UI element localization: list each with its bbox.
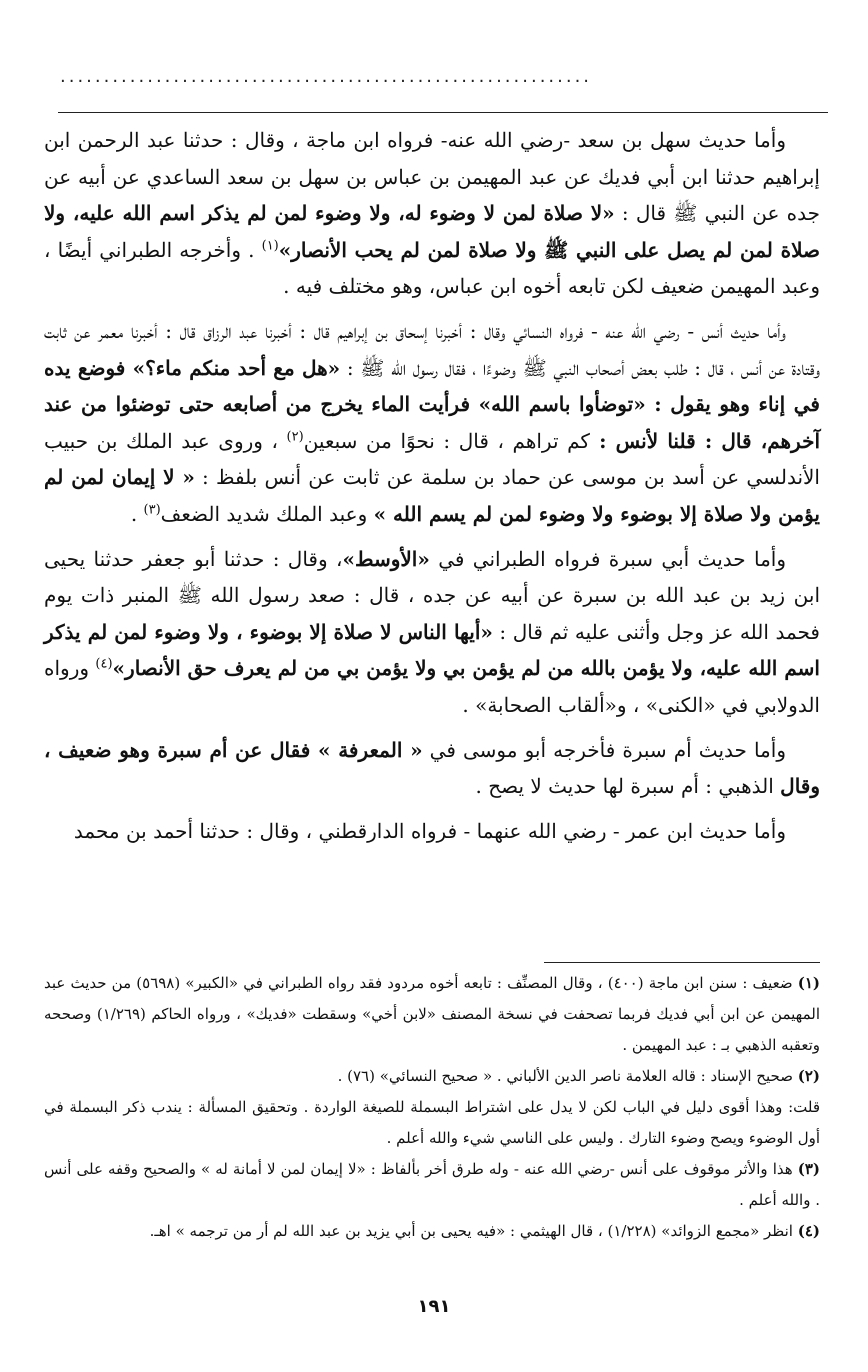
paragraph-ibn-umar: وأما حديث ابن عمر - رضي الله عنهما - فرواه الدارقطني ، وقال : حدثنا أحمد بن محمد bbox=[73, 818, 786, 843]
footnote-4: (٤) انظر «مجمع الزوائد» (١/٢٢٨) ، قال الهيثمي : «فيه يحيى بن أبي يزيد بن عبد الله لم أر من ترجمه » اهـ. bbox=[149, 1222, 820, 1240]
main-text bbox=[44, 122, 820, 857]
footnote-ref-4: (٤) bbox=[95, 656, 113, 672]
footnote-ref-3: (٣) bbox=[143, 502, 161, 518]
footnote-1: (١) ضعيف : سنن ابن ماجة (٤٠٠) ، وقال المصنِّف : تابعه أخوه مردود فقد رواه الطبراني في «الكبير» (٥٦٩٨) من حديث عبد المهيمن عن ابن أبي فديك فربما تصحفت في نسخة المصنف «لابن أخي» وسقطت «فديك» ، ورواه الحاكم (١/٢٦٩) وصححه وتعقبه الذهبي بـ : عبد المهيمن . bbox=[44, 974, 820, 1054]
footnote-ref-1: (١) bbox=[261, 238, 279, 254]
paragraph-abu-sabra: وأما حديث أبي سبرة فرواه الطبراني في «الأوسط»، وقال : حدثنا أبو جعفر حدثنا يحيى ابن زيد بن عبد الله بن سبرة عن أبيه عن جده ، قال : صعد رسول الله ﷺ المنبر ذات يوم فحمد الله عز وجل وأثنى عليه ثم قال : «أيها الناس لا صلاة إلا بوضوء ، ولا وضوء لمن لم يذكر اسم الله عليه، ولا يؤمن بالله من لم يؤمن بي ولا يؤمن بي من لم يعرف حق الأنصار»$^{(٤)}$ ورواه الدولابي في «الكنى» ، و«ألقاب الصحابة» . bbox=[44, 546, 820, 717]
footnote-3: (٣) هذا والأثر موقوف على أنس -رضي الله عنه - وله طرق أخر بألفاظ : «لا إيمان لمن لا أمانة له » والصحيح وقفه على أنس . والله أعلم . bbox=[44, 1160, 820, 1209]
footnote-2: (٢) صحيح الإسناد : قاله العلامة ناصر الدين الألباني . « صحيح النسائي» (٧٦) . bbox=[337, 1067, 820, 1085]
footnotes bbox=[44, 968, 820, 1247]
paragraph-anas: وأما حديث أنس - رضي الله عنه - فرواه النسائي وقال : أخبرنا إسحاق بن إبراهيم قال : أخبرنا عبد الرزاق قال : أخبرنا معمر عن ثابت وقتادة عن أنس ، قال : طلب بعض أصحاب النبي ﷺ وضوءًا ، فقال رسول الله ﷺ : «هل مع أحد منكم ماء؟» فوضع يده في إناء وهو يقول : «توضأوا باسم الله» فرأيت الماء يخرج من أصابعه حتى توضئوا من عند آخرهم، قال : قلنا لأنس : كم تراهم ، قال : نحوًا من سبعين$^{(٢)}$ ، وروى عبد الملك بن حبيب الأندلسي عن أسد بن موسى عن حماد بن سلمة عن ثابت عن أنس بلفظ : « لا إيمان لمن لم يؤمن ولا صلاة إلا بوضوء ولا وضوء لمن لم يسم الله » وعبد الملك شديد الضعف$^{(٣)}$ . bbox=[44, 318, 821, 526]
header-rule bbox=[58, 112, 828, 113]
hadith-quote: « لا إيمان لمن لم يؤمن ولا صلاة إلا بوضوء ولا وضوء لمن لم يسم الله » bbox=[44, 465, 820, 526]
page-number: ١٩١ bbox=[417, 1296, 451, 1317]
footnote-rule bbox=[544, 962, 820, 963]
book-title: « المعرفة » فقال عن أم سبرة وهو ضعيف ، وقال bbox=[44, 737, 820, 799]
hadith-quote: «أيها الناس لا صلاة إلا بوضوء ، ولا وضوء لمن لم يذكر اسم الله عليه، ولا يؤمن بالله من لم يؤمن بي ولا يؤمن بي من لم يعرف حق الأنصار» bbox=[44, 619, 820, 681]
hadith-quote: «لا صلاة لمن لا وضوء له، ولا وضوء لمن لم يذكر اسم الله عليه، ولا صلاة لمن لم يصل على النبي ﷺ ولا صلاة لمن لم يحب الأنصار» bbox=[44, 201, 820, 262]
header-dotted-line: ............................................................. bbox=[60, 66, 593, 87]
paragraph-umm-sabra: وأما حديث أم سبرة فأخرجه أبو موسى في « المعرفة » فقال عن أم سبرة وهو ضعيف ، وقال الذهبي : أم سبرة لها حديث لا يصح . bbox=[44, 737, 820, 799]
footnote-2-comment: قلت: وهذا أقوى دليل في الباب لكن لا يدل على اشتراط البسملة للصيغة الواردة . وتحقيق المسألة : يندب ذكر البسملة في أول الوضوء ويصح وضوء التارك . وليس على الناسي شيء والله أعلم . bbox=[44, 1098, 820, 1147]
hadith-quote: «هل مع أحد منكم ماء؟» فوضع يده في إناء وهو يقول : «توضأوا باسم الله» فرأيت الماء يخرج من أصابعه حتى توضئوا من عند آخرهم، قال : قلنا لأنس : bbox=[44, 355, 821, 453]
book-title: «الأوسط» bbox=[342, 546, 430, 571]
paragraph-sahl: وأما حديث سهل بن سعد -رضي الله عنه- فرواه ابن ماجة ، وقال : حدثنا عبد الرحمن ابن إبراهيم حدثنا ابن أبي فديك عن عبد المهيمن بن عباس بن سهل بن سعد الساعدي عن أبيه عن جده عن النبي ﷺ قال : «لا صلاة لمن لا وضوء له، ولا وضوء لمن لم يذكر اسم الله عليه، ولا صلاة لمن لم يصل على النبي ﷺ ولا صلاة لمن لم يحب الأنصار»$^{(١)}$ . وأخرجه الطبراني أيضًا ، وعبد المهيمن ضعيف لكن تابعه أخوه ابن عباس، وهو مختلف فيه . bbox=[44, 128, 820, 299]
footnote-ref-2: (٢) bbox=[286, 429, 304, 445]
